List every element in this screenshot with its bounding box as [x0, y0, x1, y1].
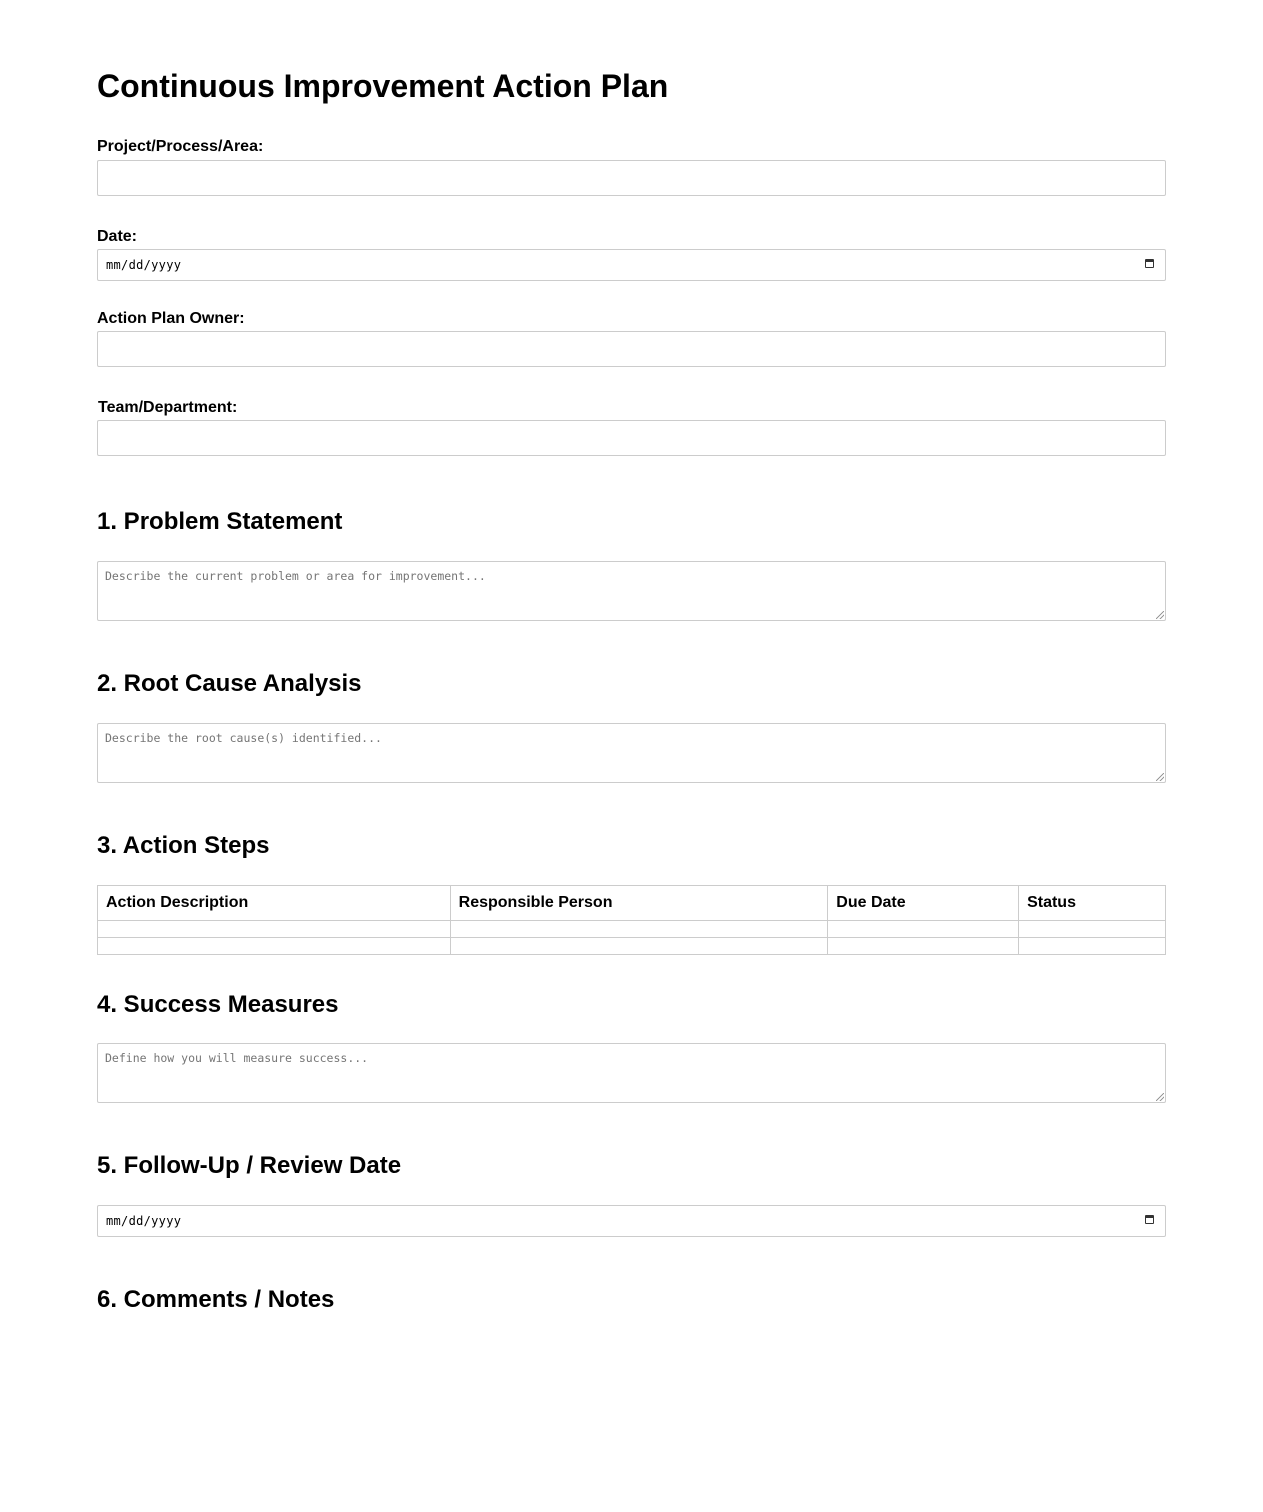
root-cause-textarea[interactable]: [97, 723, 1166, 783]
table-row: [98, 921, 1166, 938]
column-header-responsible-person: Responsible Person: [450, 886, 828, 921]
column-header-action-description: Action Description: [98, 886, 451, 921]
project-label: Project/Process/Area:: [97, 138, 264, 155]
table-cell[interactable]: [1019, 921, 1166, 938]
follow-up-date-input[interactable]: [97, 1205, 1166, 1237]
follow-up-heading: 5. Follow-Up / Review Date: [97, 1152, 402, 1179]
team-label: Team/Department:: [98, 399, 238, 416]
team-input[interactable]: [97, 420, 1166, 456]
owner-label: Action Plan Owner:: [97, 310, 245, 327]
action-steps-table: [97, 885, 1166, 955]
table-row: [98, 938, 1166, 955]
table-cell[interactable]: [828, 921, 1019, 938]
problem-heading: 1. Problem Statement: [97, 508, 343, 535]
column-header-due-date: Due Date: [828, 886, 1019, 921]
table-header-row: [98, 886, 1166, 921]
table-cell[interactable]: [98, 921, 451, 938]
date-input[interactable]: [97, 249, 1166, 281]
success-placeholder: Define how you will measure success...: [105, 1051, 369, 1065]
resize-grip-icon[interactable]: [1156, 773, 1164, 781]
success-heading: 4. Success Measures: [97, 991, 339, 1018]
calendar-icon[interactable]: [1145, 259, 1154, 268]
problem-placeholder: Describe the current problem or area for improvement...: [105, 569, 486, 583]
table-cell[interactable]: [828, 938, 1019, 955]
page-title: Continuous Improvement Action Plan: [97, 68, 669, 104]
action-plan-form: [97, 0, 1166, 1313]
action-steps-heading: 3. Action Steps: [97, 832, 270, 859]
table-cell[interactable]: [450, 938, 828, 955]
resize-grip-icon[interactable]: [1156, 1093, 1164, 1101]
success-textarea[interactable]: [97, 1043, 1166, 1103]
follow-up-date-value: mm/dd/yyyy: [106, 1214, 182, 1228]
comments-heading: 6. Comments / Notes: [97, 1286, 335, 1313]
root-cause-heading: 2. Root Cause Analysis: [97, 670, 362, 697]
table-cell[interactable]: [98, 938, 451, 955]
root-cause-placeholder: Describe the root cause(s) identified...: [105, 731, 382, 745]
date-label: Date:: [97, 228, 138, 245]
table-cell[interactable]: [1019, 938, 1166, 955]
problem-textarea[interactable]: [97, 561, 1166, 621]
resize-grip-icon[interactable]: [1156, 611, 1164, 619]
calendar-icon[interactable]: [1145, 1215, 1154, 1224]
project-input[interactable]: [97, 160, 1166, 196]
date-value: mm/dd/yyyy: [106, 258, 182, 272]
owner-input[interactable]: [97, 331, 1166, 367]
column-header-status: Status: [1019, 886, 1166, 921]
table-cell[interactable]: [450, 921, 828, 938]
